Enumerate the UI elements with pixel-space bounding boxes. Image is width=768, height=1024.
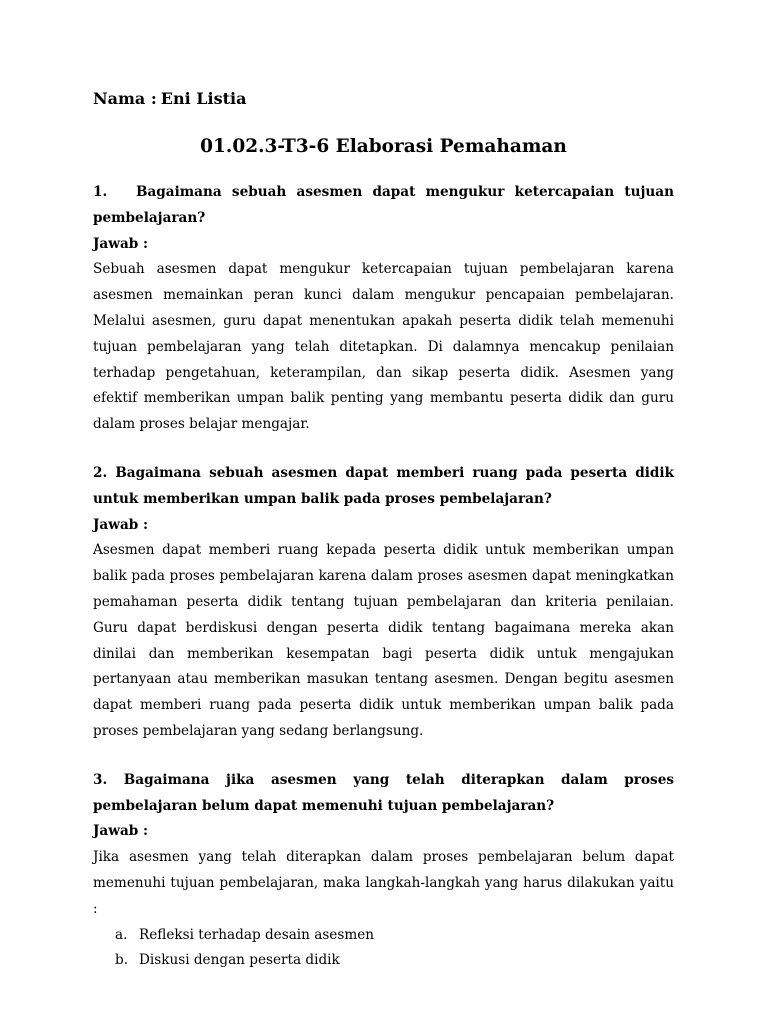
list-item-marker: b.	[115, 952, 129, 969]
document-page	[93, 86, 674, 974]
section-2	[93, 461, 674, 745]
question-1	[93, 180, 674, 232]
list-item	[93, 923, 674, 949]
list-item-text: Refleksi terhadap desain asesmen	[139, 926, 375, 943]
question-3	[93, 768, 674, 820]
answer-3-label: Jawab :	[93, 823, 149, 840]
answer-1-label: Jawab :	[93, 235, 149, 252]
name-label: Nama	[93, 89, 146, 108]
question-1-number: 1.	[93, 184, 108, 200]
question-2	[93, 461, 674, 513]
answer-3-text: Jika asesmen yang telah diterapkan dalam proses pembelajaran belum dapat memenuhi tujuan pembelajaran, maka langkah-langkah yang harus dilakukan yaitu :	[93, 849, 674, 917]
answer-2-text: Asesmen dapat memberi ruang kepada peserta didik untuk memberikan umpan balik pada proses pembelajaran karena dalam proses asesmen dapat meningkatkan pemahaman peserta didik tentang tujuan pembelajaran dan kriteria penilaian. Guru dapat berdiskusi dengan peserta didik tentang bagaimana mereka akan dinilai dan memberikan kesempatan bagi peserta didik untuk mengajukan pertanyaan atau memberikan masukan tentang asesmen. Dengan begitu asesmen dapat memberi ruang pada peserta didik untuk memberikan umpan balik pada proses pembelajaran yang sedang berlangsung.	[93, 542, 674, 739]
question-2-text: Bagaimana sebuah asesmen dapat memberi ruang pada peserta didik untuk memberikan umpan balik pada proses pembelajaran?	[93, 464, 674, 507]
document-title: 01.02.3-T3-6 Elaborasi Pemahaman	[200, 136, 567, 157]
author-name-line	[93, 86, 674, 112]
answer-1-text: Sebuah asesmen dapat mengukur ketercapaian tujuan pembelajaran karena asesmen memainkan peran kunci dalam mengukur pencapaian pembelajaran. Melalui asesmen, guru dapat menentukan apakah peserta didik telah memenuhi tujuan pembelajaran yang telah ditetapkan. Di dalamnya mencakup penilaian terhadap pengetahuan, keterampilan, dan sikap peserta didik. Asesmen yang efektif memberikan umpan balik penting yang membantu peserta didik dan guru dalam proses belajar mengajar.	[93, 261, 674, 433]
section-1	[93, 180, 674, 438]
question-1-text: Bagaimana sebuah asesmen dapat mengukur ketercapaian tujuan pembelajaran?	[93, 184, 674, 226]
name-separator: :	[150, 89, 157, 108]
question-2-number: 2.	[93, 464, 108, 481]
section-3	[93, 768, 674, 974]
answer-2-label: Jawab :	[93, 516, 149, 533]
answer-3-steps	[93, 923, 674, 975]
question-3-text: Bagaimana jika asesmen yang telah diterapkan dalam proses pembelajaran belum dapat memenuhi tujuan pembelajaran?	[93, 771, 674, 814]
list-item-marker: a.	[115, 926, 128, 943]
question-3-number: 3.	[93, 771, 108, 788]
list-item	[93, 948, 674, 974]
list-item-text: Diskusi dengan peserta didik	[139, 952, 340, 969]
name-value: Eni Listia	[160, 89, 247, 108]
